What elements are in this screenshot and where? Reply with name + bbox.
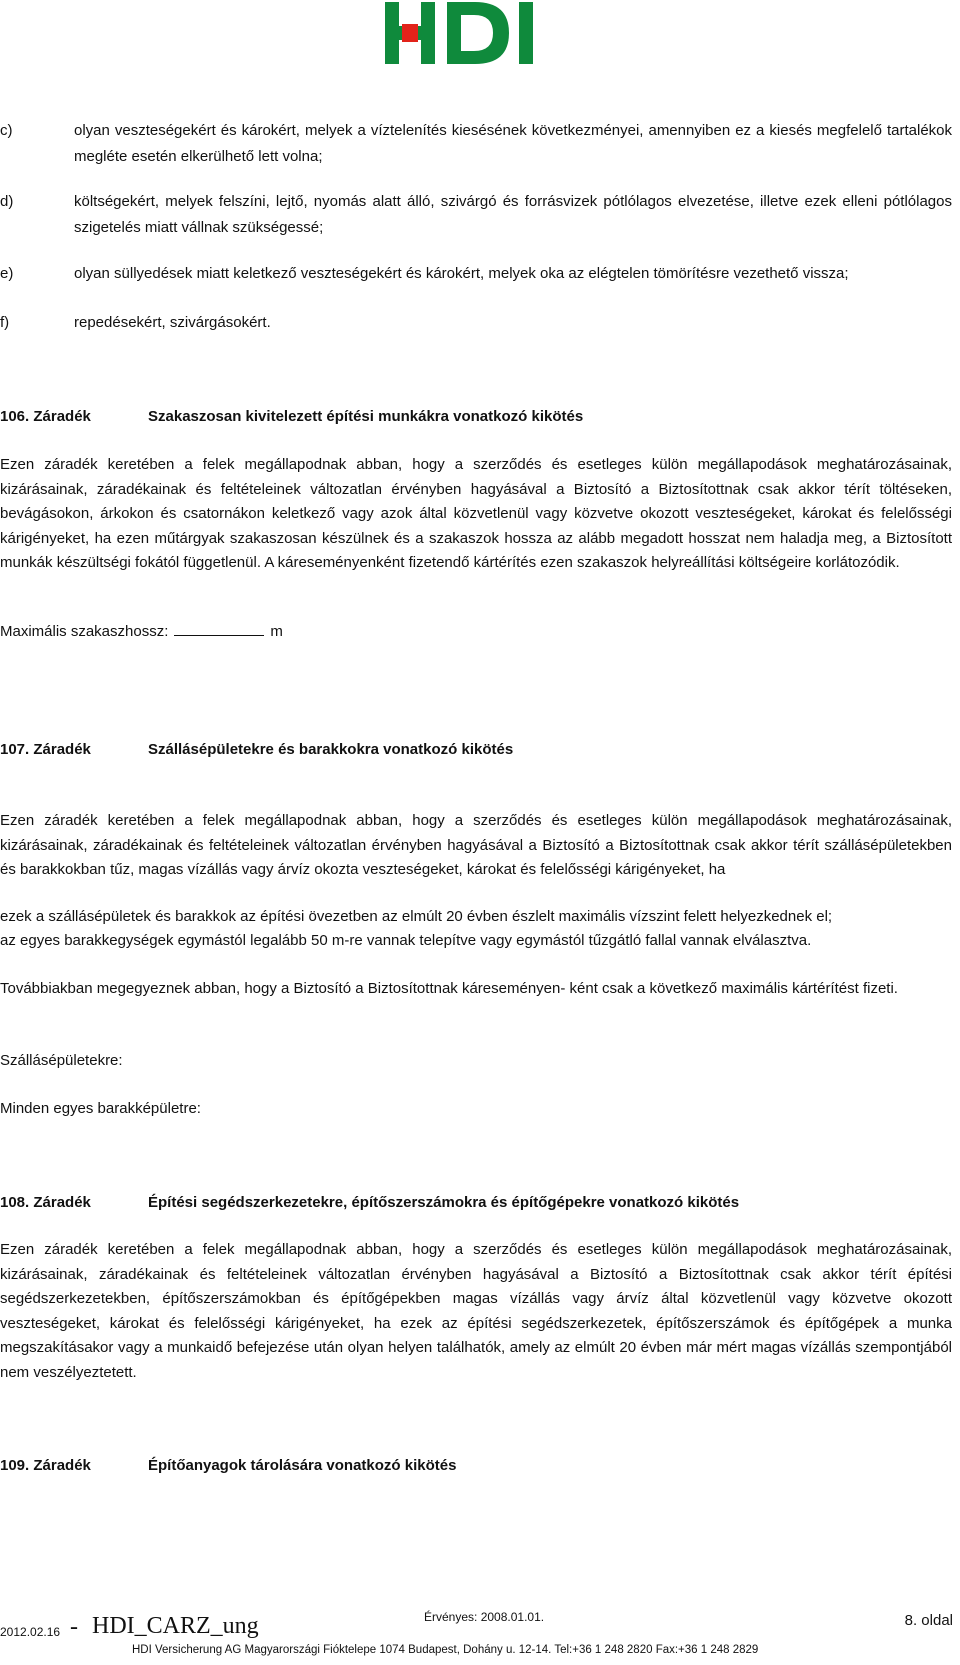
list-item-text: olyan veszteségekért és károkért, melyek a víztelenítés kiesésének következményei, amennyiben ez a kiesés megfelelő tartalékok megléte esetén elkerülhető lett volna; — [74, 122, 952, 165]
section-number: 106. Záradék — [0, 408, 91, 425]
footer-date: 2012.02.16 — [0, 1625, 61, 1639]
max-length-field — [0, 620, 283, 644]
list-item-label: d) — [0, 193, 14, 210]
section-number: 107. Záradék — [0, 741, 91, 758]
footer-doc-name: HDI_CARZ_ung — [92, 1613, 259, 1639]
condition-line: ezek a szállásépületek és barakkok az építési övezetben az elmúlt 20 évben észlelt maximális vízszint felett helyezkednek el; — [0, 908, 833, 925]
footer-valid-date: Érvényes: 2008.01.01. — [424, 1610, 545, 1624]
list-item-label: e) — [0, 265, 14, 282]
footer-company-info: HDI Versicherung AG Magyarországi Fióktelepe 1074 Budapest, Dohány u. 12-14. Tel:+36 1 248 2820 Fax:+36 1 248 2829 — [132, 1644, 759, 1656]
accommodation-label: Szállásépületekre: — [0, 1052, 123, 1069]
footer-page-number: 8. oldal — [904, 1612, 953, 1629]
section-paragraph: Ezen záradék keretében a felek megállapodnak abban, hogy a szerződés és esetleges külön megállapodások meghatározásainak, kizárásainak, záradékainak és feltételeinek változatlan érvényben hagyásával a Biztosító a Biztosítottnak csak akkor térít építési segédszerkezetekben, építőszerszámokban és építőgépekben magas vízállás vagy árvíz által közvetlenül vagy közvetve okozott veszteségeket, károkat és felelősségi kárigényeket, ha ezek az építési segédszerkezetek, építőszerszámok és építőgépek a munka megszakításakor vagy a munkaidő befejezése után olyan helyen találhatók, amely az elmúlt 20 évben már mért magas vízállás szempontjából nem veszélyeztetett. — [0, 1241, 952, 1381]
hdi-logo — [385, 2, 565, 68]
field-label: Maximális szakaszhossz: — [0, 623, 169, 640]
list-item-text: költségekért, melyek felszíni, lejtő, nyomás alatt álló, szivárgó és forrásvizek pótlólagos elvezetése, illetve ezek elleni pótlólagos szigetelés miatt vállnak szükségessé; — [74, 193, 952, 236]
section-title: Szakaszosan kivitelezett építési munkákra vonatkozó kikötés — [148, 408, 584, 425]
section-paragraph: Továbbiakban megegyeznek abban, hogy a Biztosító a Biztosítottnak káreseményen- ként csak a következő maximális kártérítést fizeti. — [0, 980, 898, 997]
list-item-label: c) — [0, 122, 13, 139]
list-item-label: f) — [0, 314, 10, 331]
max-length-blank — [174, 621, 264, 636]
list-item-text: repedésekért, szivárgásokért. — [74, 314, 271, 331]
list-item-text: olyan süllyedések miatt keletkező veszteségekért és károkért, melyek oka az elégtelen tömörítésre vezethető vissza; — [74, 265, 849, 282]
field-unit: m — [270, 623, 283, 640]
barrack-label: Minden egyes barakképületre: — [0, 1100, 201, 1117]
section-number: 109. Záradék — [0, 1457, 91, 1474]
footer-dash: - — [70, 1614, 78, 1640]
section-number: 108. Záradék — [0, 1194, 91, 1211]
section-paragraph: Ezen záradék keretében a felek megállapodnak abban, hogy a szerződés és esetleges külön megállapodások meghatározásainak, kizárásainak, záradékainak és feltételeinek változatlan érvényben hagyásával a Biztosító a Biztosítottnak csak akkor térít szállásépületekben és barakkokban tűz, magas vízállás vagy árvíz okozta veszteségeket, károkat és felelősségi kárigényeket, ha — [0, 812, 952, 878]
section-title: Építési segédszerkezetekre, építőszerszámokra és építőgépekre vonatkozó kikötés — [148, 1194, 740, 1211]
section-title: Építőanyagok tárolására vonatkozó kikötés — [148, 1457, 457, 1474]
section-title: Szállásépületekre és barakkokra vonatkozó kikötés — [148, 741, 514, 758]
condition-line: az egyes barakkegységek egymástól legalább 50 m-re vannak telepítve vagy egymástól tűzgátló fallal vannak elválasztva. — [0, 932, 812, 949]
section-paragraph: Ezen záradék keretében a felek megállapodnak abban, hogy a szerződés és esetleges külön megállapodások meghatározásainak, kizárásainak, záradékainak és feltételeinek változatlan érvényben hagyásával a Biztosító a Biztosítottnak csak akkor térít töltéseken, bevágásokon, árkokon és csatornákon keletkező vagy azok által közvetlenül vagy közvetve okozott veszteségeket, károkat és felelősségi kárigényeket, ha ezen műtárgyak szakaszosan készülnek és a szakaszok hossza az alább megadott hosszat nem haladja meg, a Biztosított munkák készültségi fokától függetlenül. A káreseményenként fizetendő kártérítés ezen szakaszok helyreállítási költségeire korlátozódik. — [0, 456, 952, 571]
